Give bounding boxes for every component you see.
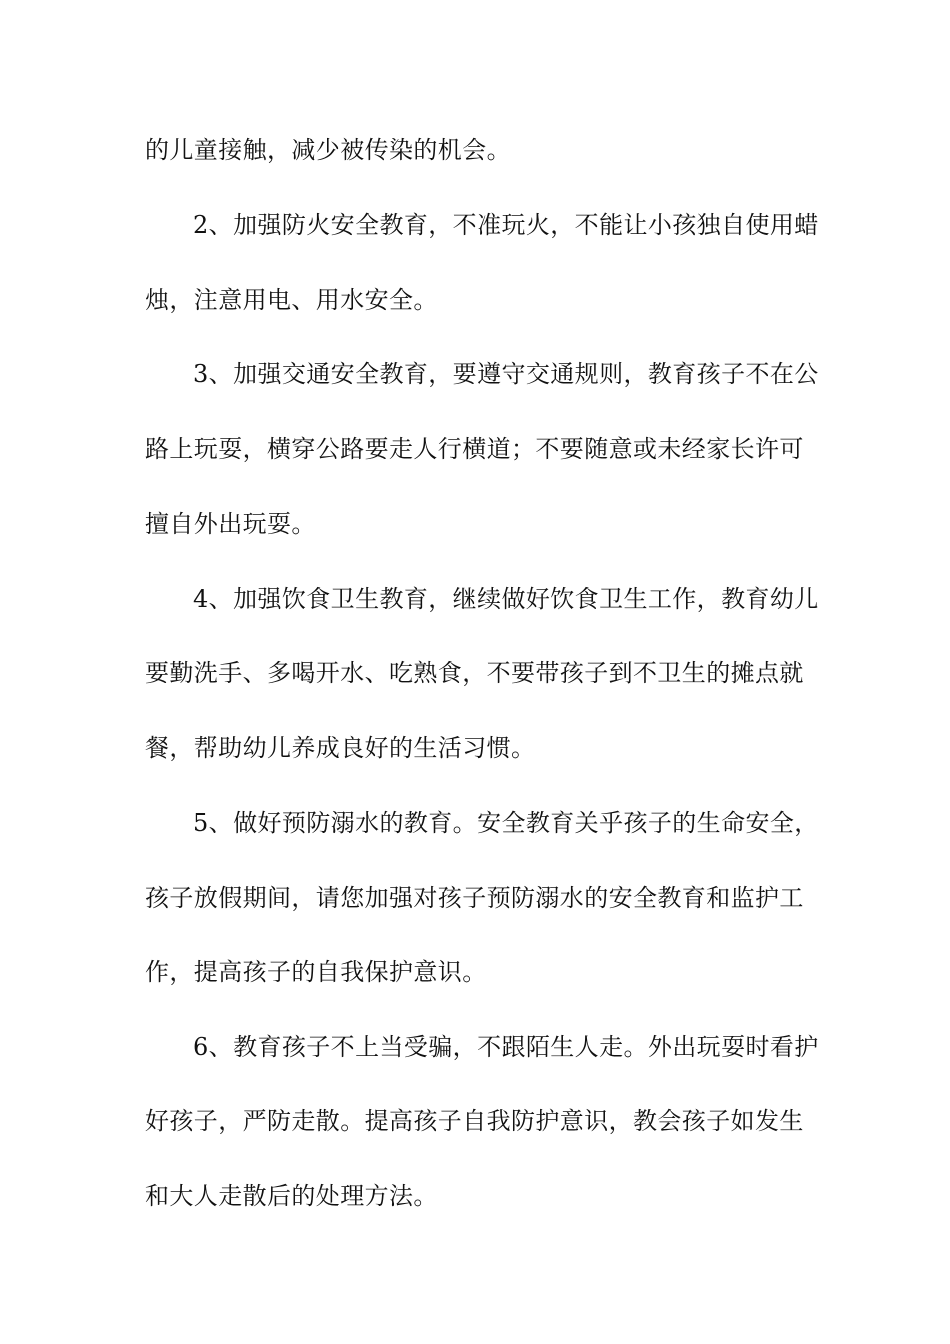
text-line: 和大人走散后的处理方法。	[145, 1182, 438, 1210]
text-line: 烛，注意用电、用水安全。	[145, 286, 438, 314]
text-line: 要勤洗手、多喝开水、吃熟食，不要带孩子到不卫生的摊点就	[145, 659, 804, 687]
text-line: 好孩子，严防走散。提高孩子自我防护意识，教会孩子如发生	[145, 1107, 804, 1135]
text-line: 的儿童接触，减少被传染的机会。	[145, 136, 511, 164]
text-line: 路上玩耍，横穿公路要走人行横道；不要随意或未经家长许可	[145, 435, 804, 463]
text-line: 2、加强防火安全教育，不准玩火，不能让小孩独自使用蜡	[193, 211, 819, 239]
text-line: 3、加强交通安全教育，要遵守交通规则，教育孩子不在公	[193, 360, 819, 388]
text-line: 孩子放假期间，请您加强对孩子预防溺水的安全教育和监护工	[145, 884, 804, 912]
text-line: 作，提高孩子的自我保护意识。	[145, 958, 487, 986]
text-line: 4、加强饮食卫生教育，继续做好饮食卫生工作，教育幼儿	[193, 585, 819, 613]
text-line: 餐，帮助幼儿养成良好的生活习惯。	[145, 734, 536, 762]
text-line: 6、教育孩子不上当受骗，不跟陌生人走。外出玩耍时看护	[193, 1033, 819, 1061]
text-line: 擅自外出玩耍。	[145, 510, 316, 538]
text-line: 5、做好预防溺水的教育。安全教育关乎孩子的生命安全，	[193, 809, 819, 837]
